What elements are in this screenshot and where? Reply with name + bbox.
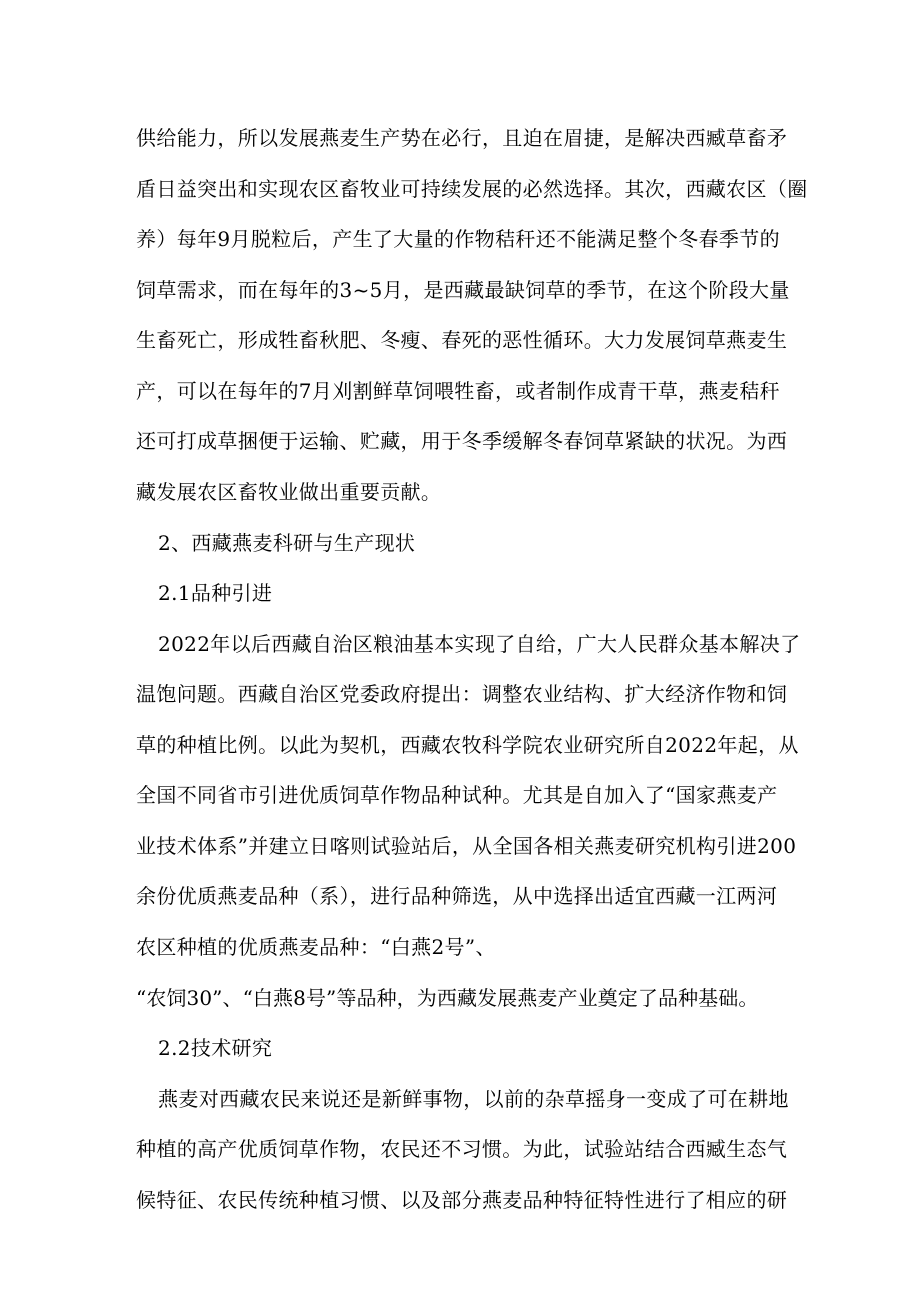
text-line: 候特征、农民传统种植习惯、以及部分燕麦品种特征特性进行了相应的研 [136,1188,788,1212]
text-line: 种植的高产优质饲草作物，农民还不习惯。为此，试验站结合西臧生态气 [136,1137,788,1161]
text-line: 饲草需求，而在每年的3~5月，是西藏最缺饲草的季节，在这个阶段大量 [136,278,790,302]
text-line: 草的种植比例。以此为契机，西藏农牧科学院农业研究所自2022年起，从 [136,733,799,757]
text-line: 养）每年9月脱粒后，产生了大量的作物秸秆还不能满足整个冬春季节的 [136,227,780,251]
text-line: 供给能力，所以发展燕麦生产势在必行，且迫在眉捷，是解决西臧草畜矛 [136,126,788,150]
text-line: 余份优质燕麦品种（系），进行品种筛选，从中选择出适宜西藏一江两河 [136,884,778,908]
text-line: 农区种植的优质燕麦品种：“白燕2号”、 [136,935,496,959]
text-line: “农饲30”、“白燕8号”等品种，为西藏发展燕麦产业奠定了品种基础。 [136,986,759,1010]
text-line: 产，可以在每年的7月刈割鲜草饲喂牲畜，或者制作成青干草，燕麦秸秆 [136,379,780,403]
text-line: 燕麦对西藏农民来说还是新鲜事物，以前的杂草摇身一变成了可在耕地 [158,1087,789,1111]
text-line: 盾日益突出和实现农区畜牧业可持续发展的必然选择。其次，西藏农区（圈 [136,177,808,201]
section-heading: 2、西藏燕麦科研与生产现状 [158,531,416,555]
text-line: 藏发展农区畜牧业做出重要贡献。 [136,480,442,504]
text-line: 温饱问题。西藏自治区党委政府提出：调整农业结构、扩大经济作物和饲 [136,682,788,706]
text-line: 2022年以后西藏自治区粮油基本实现了自给，广大人民群众基本解决了 [158,632,801,656]
text-line: 还可打成草捆便于运输、贮藏，用于冬季缓解冬春饲草紧缺的状况。为西 [136,429,788,453]
text-line: 全国不同省市引进优质饲草作物品种试种。尤其是自加入了“国家燕麦产 [136,783,778,807]
subsection-heading: 2.2技术研究 [158,1036,273,1060]
subsection-heading: 2.1品种引进 [158,581,273,605]
text-line: 生畜死亡，形成牲畜秋肥、冬瘦、春死的恶性循环。大力发展饲草燕麦生 [136,328,788,352]
text-line: 业技术体系”并建立日喀则试验站后，从全国各相关燕麦研究机构引进200 [136,834,797,858]
